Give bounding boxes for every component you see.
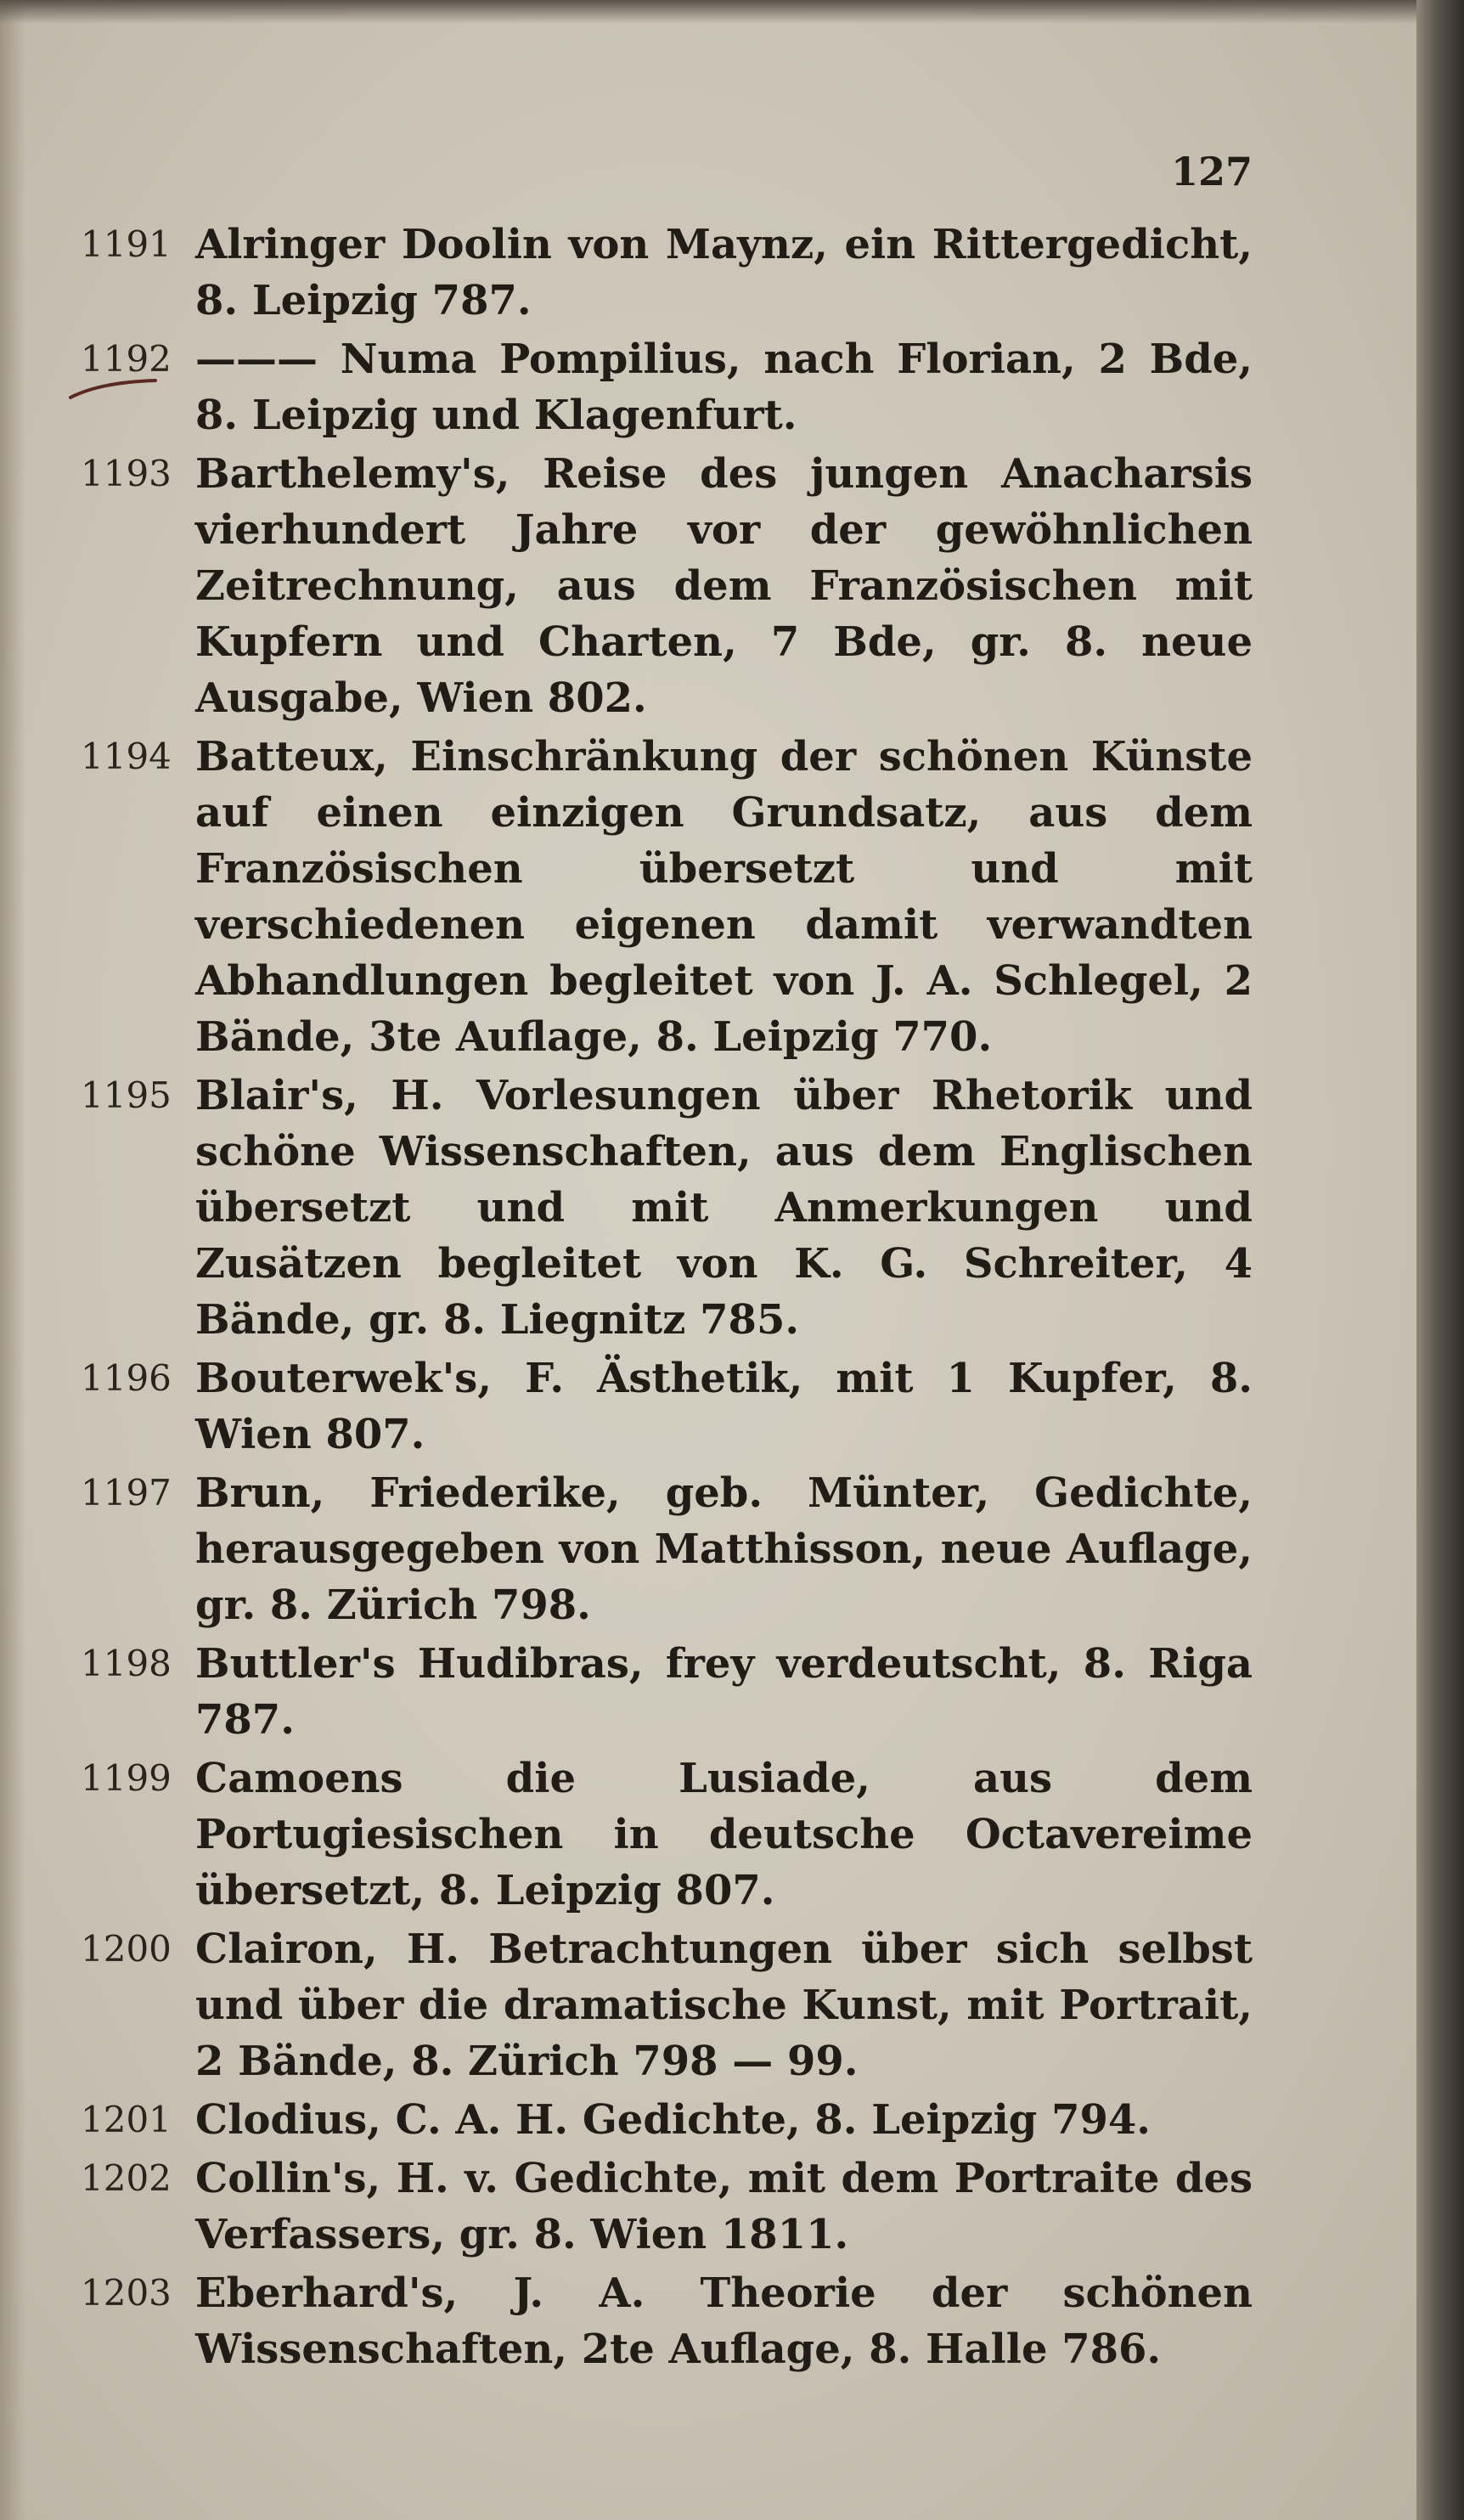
entry-text: Barthelemy's, Reise des jungen Anacharsis vierhundert Jahre vor der gewöhnlichen Zeitrechnung, aus dem Französischen mit Kupfern und Charten, 7 Bde, gr. 8. neue Ausgabe, Wien 802.	[195, 450, 1253, 722]
entry-number: 1201	[81, 2099, 172, 2140]
entry-number: 1192	[81, 338, 172, 380]
entry-text: Camoens die Lusiade, aus dem Portugiesischen in deutsche Octavereime übersetzt, 8. Leipzig 807.	[195, 1755, 1253, 1914]
catalog-entry	[81, 2151, 1253, 2263]
catalog-entry	[81, 1921, 1253, 2089]
entry-number: 1191	[81, 223, 172, 265]
entry-text: Brun, Friederike, geb. Münter, Gedichte, herausgegeben von Matthisson, neue Auflage, gr. 8. Zürich 798.	[195, 1469, 1253, 1629]
entry-text: Alringer Doolin von Maynz, ein Rittergedicht, 8. Leipzig 787.	[195, 221, 1253, 324]
entry-number: 1194	[81, 736, 172, 777]
page-top-shadow	[0, 0, 1464, 24]
catalog-entry	[81, 1350, 1253, 1463]
book-spine-edge	[1416, 0, 1464, 2520]
catalog-entry-list	[81, 217, 1253, 2380]
entry-number: 1200	[81, 1928, 172, 1970]
entry-number: 1198	[81, 1643, 172, 1684]
entry-text: Clodius, C. A. H. Gedichte, 8. Leipzig 794.	[195, 2096, 1151, 2144]
entry-number: 1203	[81, 2272, 172, 2314]
page-left-shadow	[0, 0, 25, 2520]
entry-number: 1197	[81, 1472, 172, 1514]
catalog-entry	[81, 1465, 1253, 1633]
entry-text: Eberhard's, J. A. Theorie der schönen Wissenschaften, 2te Auflage, 8. Halle 786.	[195, 2269, 1253, 2373]
entry-text: Buttler's Hudibras, frey verdeutscht, 8. Riga 787.	[195, 1640, 1253, 1744]
entry-text: Bouterwek's, F. Ästhetik, mit 1 Kupfer, 8. Wien 807.	[195, 1355, 1253, 1458]
entry-number: 1202	[81, 2157, 172, 2199]
page-number: 127	[1170, 149, 1253, 194]
entry-text: Collin's, H. v. Gedichte, mit dem Portraite des Verfassers, gr. 8. Wien 1811.	[195, 2155, 1253, 2258]
entry-number: 1196	[81, 1357, 172, 1399]
entry-text: ——— Numa Pompilius, nach Florian, 2 Bde, 8. Leipzig und Klagenfurt.	[195, 335, 1253, 439]
entry-text: Blair's, H. Vorlesungen über Rhetorik und schöne Wissenschaften, aus dem Englischen übersetzt und mit Anmerkungen und Zusätzen begleitet von K. G. Schreiter, 4 Bände, gr. 8. Liegnitz 785.	[195, 1072, 1253, 1344]
entry-text: Clairon, H. Betrachtungen über sich selbst und über die dramatische Kunst, mit Portrait, 2 Bände, 8. Zürich 798 — 99.	[195, 1925, 1253, 2085]
catalog-entry	[81, 446, 1253, 726]
catalog-entry	[81, 331, 1253, 443]
catalog-entry	[81, 729, 1253, 1065]
catalog-entry	[81, 2092, 1253, 2148]
catalog-entry	[81, 1750, 1253, 1919]
entry-number: 1195	[81, 1074, 172, 1116]
entry-text: Batteux, Einschränkung der schönen Künste auf einen einzigen Grundsatz, aus dem Französischen übersetzt und mit verschiedenen eigenen damit verwandten Abhandlungen begleitet von J. A. Schlegel, 2 Bände, 3te Auflage, 8. Leipzig 770.	[195, 733, 1253, 1061]
catalog-entry	[81, 217, 1253, 329]
entry-number: 1193	[81, 453, 172, 494]
catalog-entry	[81, 2265, 1253, 2377]
entry-number: 1199	[81, 1757, 172, 1799]
catalog-entry	[81, 1068, 1253, 1348]
catalog-entry	[81, 1636, 1253, 1748]
